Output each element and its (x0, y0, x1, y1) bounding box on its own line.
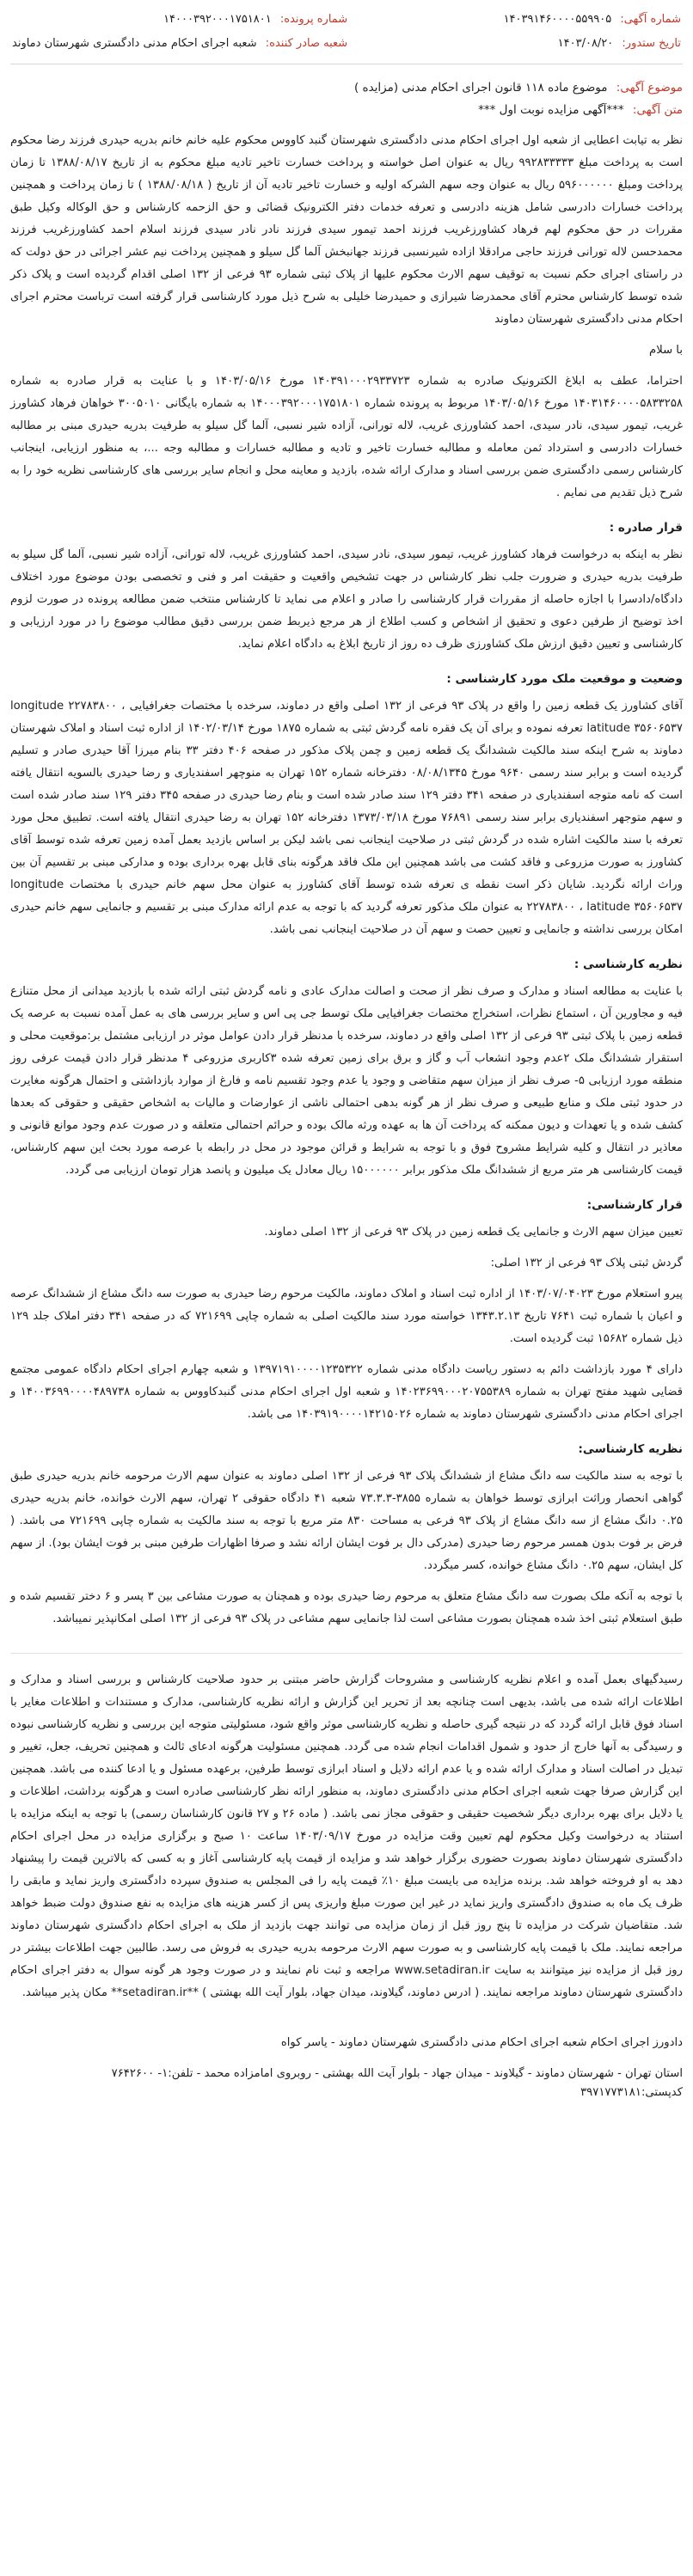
task-section-title: قرار کارشناسی: (586, 1198, 683, 1212)
case-number-row (12, 12, 347, 28)
task-paragraph: تعیین میزان سهم الارث و جانمایی یک قطعه زمین در پلاک ۹۳ فرعی از ۱۳۲ اصلی دماوند. (264, 1226, 683, 1239)
opinion2-section-title: نظریه کارشناسی: (578, 1442, 683, 1456)
issuer-row (12, 36, 347, 52)
ad-number-label: شماره آگهی: (620, 13, 681, 26)
location-section-title: وضعیت و موقعیت ملک مورد کارشناسی : (446, 672, 683, 686)
ad-number: ۱۴۰۳۹۱۴۶۰۰۰۰۵۵۹۹۰۵ (503, 13, 612, 26)
header-right-column (504, 12, 681, 52)
subject-text: موضوع ماده ۱۱۸ قانون اجرای احکام مدنی (مزایده ) (353, 81, 608, 95)
seizure-paragraph: دارای ۴ مورد بازداشت دائم به دستور ریاست دادگاه مدنی شماره ۱۳۹۷۱۹۱۰۰۰۰۱۲۳۵۳۲۲ و شعبه چهارم اجرای احکام دادگاه عمومی مجتمع قضایی شهید مفتح تهران به شماره ۱۴۰۲۳۶۹۹۰۰۰۲۰۷۵۵۳۸۹ و شعبه اول اجرای احکام مدنی گنبدکاووس به شماره ۱۴۰۰۳۶۹۹۰۰۰۰۴۸۹۷۳۸ و اجرای احکام مدنی دادگستری شهرستان دماوند به شماره ۱۴۰۳۹۱۹۰۰۰۰۱۴۲۱۵۰۲۶ می باشد. (10, 1363, 684, 1421)
divider (10, 1653, 683, 1654)
subject-label: موضوع آگهی: (616, 81, 683, 95)
share-paragraph: با توجه به سند مالکیت سه دانگ مشاع از ششدانگ پلاک ۹۳ فرعی از ۱۳۲ اصلی دماوند به عنوان سهم الارث مرحومه خانم بدریه حیدری طبق گواهی انحصار وراثت ابرازی توسط خواهان به شماره ۳۸۵۵-۷۳.۳.۳ شعبه ۴۱ دادگاه حقوقی ۲ تهران، سهم الارث خوانده، خانم بدریه حیدری ۰.۲۵ دانگ مشاع از سه دانگ مشاع از پلاک ۹۳ فرعی به مساحت ۸۳۰ متر مربع با توجه به سند مالکیت به شماره چاپی ۷۲۱۶۹۹ می باشد. ( فرض بر فوت بدون همسر مرحوم رضا حیدری (مدرکی دال بر فوت ایشان ارائه نشد و صرفا اظهارات طرفین مبنی بر فوت ایشان بود). از سهم کل ایشان، سهم ۰.۲۵ دانگ مشاع خوانده، کسر میگردد. (10, 1470, 684, 1572)
opinion-paragraph: با عنایت به مطالعه اسناد و مدارک و صرف نظر از صحت و اصالت مدارک عادی و نامه گردش ثبتی ارائه شده با بازدید میدانی از محل متنازع فیه و مجاورین آن ، استماع نظرات، استخراج مختصات جغرافیایی ملک توسط جی پی اس و سایر بررسی های به عمل آمده نسبت به عرصه یک قطعه زمین با پلاک ثبتی ۹۳ فرعی از ۱۳۲ اصلی واقع در دماوند، سرخده با مدنظر قرار دادن عوامل موثر در ارزیابی مشتمل بر:موقعیت محلی و استقرار ششدانگ ملک ۲عدم وجود انشعاب آب و گاز و برق برای زمین تعرفه شده ۳کاربری مزروعی ۴ مدنظر قرار دادن قیمت عرفی روز منطقه مورد ارزیابی ۵- صرف نظر از میزان سهم متقاضی و وجود یا عدم وجود تقسیم نامه و فارغ از موارد بازداشتی و احتمال هرگونه مغایرت در حدود ثبتی ملک و منابع طبیعی و صرف نظر از هر گونه بدهی احتمالی ناشی از عوارضات و مالیات به اشخاص حقیقی و حقوقی که بعدها کشف شده و یا تعهدات و دیون ممکنه که پرداخت آن ها به عهده ورثه مالک بوده و حرائم احتمالی متعلقه و در صورت عدم وجود موانع قانونی و معاذیر در انتقال و کلیه شرایط مشروح فوق و با توجه به شرایط و قرائن موجود در محل در رابطه با عرصه مورد بحث این سهم کارشناس، قیمت کارشناسی هر متر مربع از ششدانگ ملک مذکور برابر ۱۵۰۰۰۰۰۰ ریال معادل یک میلیون و پانصد هزار تومان ارزیابی می گردد. (10, 985, 683, 1177)
inquiry-paragraph: پیرو استعلام مورخ ۱۴۰۳/۰۷/۰۴۰۲۳ از اداره ثبت اسناد و املاک دماوند، مالکیت مرحوم رضا حیدری به صورت سه دانگ مشاع از ششدانگ عرصه و اعیان با شماره ثبت ۷۶۴۱ تاریخ ۱۳۴۳.۲.۱۳ خواسته مورد سند مالکیت اصلی به شماره چاپی ۷۲۱۶۹۹ که در صفحه ۳۴۱ دفتر املاک جلد ۱۲۹ ذیل شماره ۱۵۶۸۲ ثبت گردیده است. (10, 1288, 684, 1345)
registration-history-title: گردش ثبتی پلاک ۹۳ فرعی از ۱۳۲ اصلی: (490, 1257, 683, 1270)
reg-date: ۱۴۰۳/۰۸/۲۰ (557, 37, 614, 50)
greeting: با سلام (649, 344, 683, 357)
opinion-section-title: نظریه کارشناسی : (573, 958, 683, 971)
order-paragraph: نظر به اینکه به درخواست فرهاد کشاورز غریب، تیمور سیدی، نادر سیدی، احمد کشاورزی غریب، لاله تورانی، آزاده شیر نسبی، آلما گل سیلو به طرفیت بدریه حیدری و ضرورت جلب نظر کارشناس در جهت تشخیص واقعیت و حقیقت امر و فنی و تخصصی بودن موضوع مورد اختلاف دادگاه/دادسرا با اجازه حاصله از مقررات قرار کارشناسی را صادر و اعلام می نماید تا کارشناس منتخب ضمن مطالعه پرونده در صورت لزوم اخذ توضیح از طرفین دعوی و تحقیق از اشخاص و کسب اطلاع از هر مرجع ذیربط ضمن بررسی دقیق مطالب موضوع را در مورد ارزیابی و کارشناسی و تعیین دقیق ارزش ملک کشاورزی ظرف ده روز از تاریخ ابلاغ به دادگاه اعلام نماید. (10, 548, 683, 651)
ad-text-label: متن آگهی: (632, 103, 683, 117)
case-number-label: شماره پرونده: (279, 13, 348, 26)
footer-address: استان تهران - شهرستان دماوند - گیلاوند - میدان جهاد - بلوار آیت الله بهشتی - روبروی امامزاده محمد - تلفن:۱- ۷۶۴۲۶۰۰ کدپستی:۳۹۷۱۷۷۳۱۸۱ (111, 2067, 683, 2099)
reference-paragraph: احتراما، عطف به ابلاغ الکترونیک صادره به شماره ۱۴۰۳۹۱۰۰۰۲۹۳۳۷۲۳ مورخ ۱۴۰۳/۰۵/۱۶ و با عنایت به قرار صادره به شماره ۱۴۰۳۱۴۶۰۰۰۰۵۸۳۳۲۵۸ مورخ ۱۴۰۳/۰۵/۱۶ مربوط به پرونده شماره ۱۴۰۰۰۳۹۲۰۰۰۱۷۵۱۸۰۱ به شماره بایگانی ۳۰۰۵۰۱۰ خواهان فرهاد کشاورز غریب، تیمور سیدی، نادر سیدی، احمد کشاورزی غریب، لاله تورانی، آزاده شیر نسبی، آلما گل سیلو به طرفیت بدریه حیدری مبنی بر مطالبه خسارات دادرسی و استرداد ثمن معامله و مطالبه خسارت تاخیر و تادیه و مطالبه خسارات و مطالبه وجه ...، به منظور ارزیابی، اینجانب کارشناس رسمی دادگستری ضمن بررسی اسناد و مدارک ارائه شده، بازدید و معاینه محل و انجام سایر بررسی های کارشناسی نظریه خود را به شرح ذیل تقدیم می نمایم . (10, 375, 683, 499)
intro-paragraph: نظر به تیابت اعطایی از شعبه اول اجرای احکام مدنی دادگستری شهرستان گنبد کاووس محکوم علیه خانم خانم بدریه حیدری فرزند رضا محکوم است به پرداخت مبلغ ۹۹۲۸۳۳۳۳۳ ریال به عنوان اصل خواسته و پرداخت خسارت تاخیر تادیه مبلغ محکوم به از تاریخ ۱۳۸۸/۰۸/۱۷ تا زمان پرداخت ومبلغ ۵۹۶۰۰۰۰۰۰ ریال به عنوان وجه سهم الشرکه اولیه و خسارت تاخیر تادیه آن از تاریخ ( ۱۳۸۸/۰۸/۱۸ ) تا زمان پرداخت و همچنین پرداخت خسارات دادرسی شامل هزینه دادرسی و تعرفه خدمات دفتر الکترونیک قضائی و حق الزحمه کارشناس و حق الوکاله وکیل طبق مقررات در حق محکوم لهم فرهاد کشاورزغریب فرزند احمد تیمور سیدی فرزند نادر نادر سیدی فرزند اسلام احمد کشاورزغریب فرزند محمدحسن لاله تورانی فرزند حاجی مرادقلا ازاده شیرنسبی فرزند جهانبخش آلما گل سیلو و همچنین پرداخت نیم عشر اجرائی در حق دولت که در راستای اجرای حکم نسبت به توقیف سهم الارث محکوم علیها از پلاک ثبتی شماره ۹۳ فرعی از ۱۳۲ اصلی اقدام گردیده است و پلاک ذکر شده توسط کارشناس محترم آقای محمدرضا شیرازی و حمیدرضا خلیلی به شرح ذیل مورد کارشناسی قرار گرفته است ترباست محترم اجرای احکام مدنی دادگستری شهرستان دماوند (10, 134, 683, 326)
ad-text-row (10, 101, 683, 119)
disclaimer-auction-paragraph: رسیدگیهای بعمل آمده و اعلام نظریه کارشناسی و مشروحات گزارش حاضر مبتنی بر حدود صلاحیت کارشناس و بررسی اسناد و مدارک و اطلاعات ارائه شده می باشد، بدیهی است چنانچه بعد از تحریر این گزارش و ارائه نظریه کارشناسی، مدارک و مستندات و اطلاعات مغایر با اسناد فوق قابل ارائه گردد که در نتیجه گیری حاصله و نظریه کارشناسی موثر واقع شود، مسئولیتی متوجه این بررسی و نظریه کارشناسی نبوده و رسیدگی به آنها خارج از حدود و شمول اقدامات انجام شده می گردد. همچنین مسئولیت هرگونه ادعای ثالث و همچنین تحریف، جعل، تغییر و تبدیل در اصالت اسناد و مدارک ارائه شده و یا عدم ارائه دلایل و اسناد ابرازی توسط طرفین، برعهده مسئول و یا ادعا کننده می باشد. همچنین این گزارش صرفا جهت شعبه اجرای احکام مدنی دادگستری دماوند، به منظور ارائه نظر کارشناسی صادره است و هرگونه برداشت، اطلاعات و یا دلایل برای بهره برداری دیگر شخصیت حقیقی و حقوقی مجاز نمی باشد. ( ماده ۲۶ و ۲۷ قانون کارشناسان رسمی) با توجه به اینکه مزایده با استناد به درخواست وکیل محکوم لهم تعیین وقت مزایده در مورخ ۱۴۰۳/۰۹/۱۷ ساعت ۱۰ صبح و برگزاری مزایده در محل اجرای احکام دادگستری شهرستان دماوند بصورت حضوری برگزار خواهد شد و مزایده از قیمت پایه کارشناسی آغاز و به کسی که بالاترین قیمت را پیشنهاد دهد به او فروخته خواهد شد. برنده مزایده می بایست مبلغ ۱۰٪ قیمت پایه را فی المجلس به صندوق سپرده دادگستری واریز نماید و مابقی را ظرف یک ماه به صندوق دادگستری واریز نماید در غیر این صورت مبلغ واریزی پس از کسر هزینه های مزایده به نفع صندوق دولت ضبط خواهد شد. متقاضیان شرکت در مزایده تا پنج روز قبل از زمان مزایده می توانند جهت بازدید از ملک به اجرای احکام دادگستری شهرستان دماوند مراجعه نمایند. ملک با قیمت پایه کارشناسی و به صورت سهم الارث مرحومه بدریه حیدری به فروش می رسد. طالبین جهت اطلاعات بیشتر در روز قبل از مزایده نیز میتوانند به سایت www.setadiran.ir مراجعه و ثبت نام نمایند و در صورت وجود هر گونه سوال به دفتر اجرای احکام دادگستری شهرستان دماوند مراجعه نمایند. ( ادرس دماوند، گیلاوند، میدان جهاد، بلوار آیت الله بهشتی ) **setadiran.ir** مکان پذیر میباشد. (10, 1673, 683, 1999)
case-number: ۱۴۰۰۰۳۹۲۰۰۰۱۷۵۱۸۰۱ (163, 13, 272, 26)
location-paragraph: آقای کشاورز یک قطعه زمین را واقع در پلاک ۹۳ فرعی از ۱۳۲ اصلی واقع در دماوند، سرخده با مختصات جغرافیایی longitude ۲۲۷۸۳۸۰۰ ، latitude ۳۵۶۰۶۵۳۷ تعرفه نموده و برای آن یک فقره نامه گردش ثبتی به شماره ۱۸۷۵ مورخ ۱۴۰۲/۰۳/۱۴ از اداره ثبت اسناد و املاک شهرستان دماوند به شرح اینکه سند مالکیت ششدانگ یک قطعه زمین و چمن پلاک مذکور در صفحه ۴۰۶ دفتر ۳۳ بنام میرزا آقا حیدری صادر و تسلیم گردیده است و برابر سند رسمی ۹۶۴۰ مورخ ۰۸/۰۸/۱۳۴۵ دفترخانه شماره ۱۵۲ تهران به منوچهر اسفندیاری و رضا حیدری بالسویه انتقال یافته است که نامه متوجه اسفندیاری در صفحه ۳۴۱ دفتر ۱۲۹ سند صادر شده است و بنام رضا حیدری در صفحه ۳۴۵ دفتر ۱۲۹ سند صادر شده است و سهم متوجهر اسفندیاری برابر سند رسمی ۷۶۸۹۱ مورخ ۱۳۷۳/۰۳/۱۸ دفترخانه ۱۵۲ تهران به رضا حیدری انتقال یافته است. تطبیق محل مورد تعرفه با سند مالکیت اشاره شده در گردش ثبتی در صلاحیت اینجانب نمی باشد لیکن بر اساس بازدید بعمل آمده زمین تعرفه شده توسط آقای کشاورز به صورت مزروعی و فاقد کشت می باشد همچنین این ملک فاقد هرگونه بنای قابل بهره برداری بوده و مدارکی مبنی بر تقسیم آن بین وراث ارائه نگردید. شایان ذکر است نقطه ی تعرفه شده توسط آقای کشاورز به عنوان محل سهم خانم حیدری با مختصات longitude ۲۲۷۸۳۸۰۰ ، latitude ۳۵۶۰۶۵۳۷ به عنوان ملک مذکور تعرفه گردید که با توجه به عدم ارائه مدارک مبنی بر تقسیم و جانمایی سهم خانم حیدری امکان بررسی نداشته و جانمایی و تعیین حصت و سهم آن در صلاحیت اینجانب نمی باشد. (10, 700, 683, 936)
reg-date-label: تاریخ ستدور: (622, 37, 681, 50)
partition-paragraph: با توجه به آنکه ملک بصورت سه دانگ مشاع متعلق به مرحوم رضا حیدری بوده و همچنان به صورت مشاعی بین ۳ پسر و ۶ دختر تقسیم شده و طبق استعلام ثبتی اخذ شده همچنان بصورت مشاعی است لذا جانمایی سهم مشاعی در پلاک ۹۳ فرعی از ۱۳۲ اصلی امکانپذیر نمیباشد. (10, 1590, 684, 1625)
order-section-title: قرار صادره : (609, 521, 683, 535)
signature-line: دادورز اجرای احکام شعبه اجرای احکام مدنی دادگستری شهرستان دماوند - یاسر کواه (280, 2036, 683, 2049)
header-left-column (12, 12, 347, 52)
ad-number-row (504, 12, 681, 28)
reg-date-row (504, 36, 681, 52)
subject-row (10, 78, 683, 97)
notice-header (10, 9, 683, 64)
ad-text: ***آگهی مزایده نوبت اول *** (478, 103, 624, 117)
issuer: شعبه اجرای احکام مدنی دادگستری شهرستان دماوند (12, 37, 257, 50)
issuer-label: شعبه صادر کننده: (265, 37, 348, 50)
